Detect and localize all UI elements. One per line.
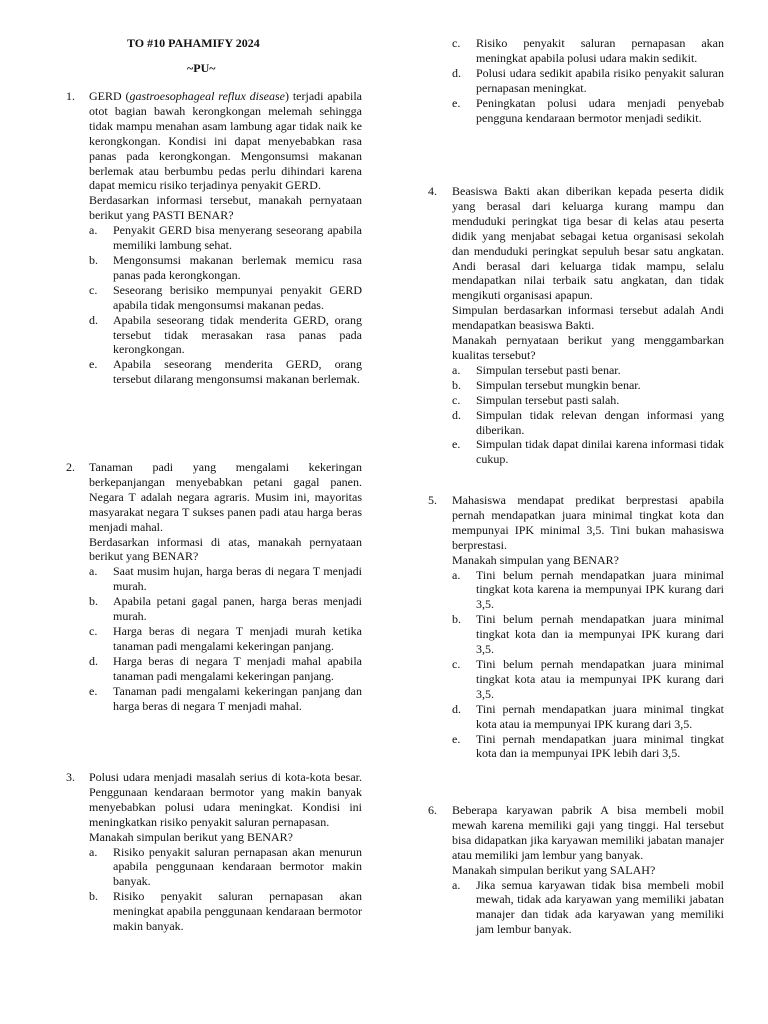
option-d: d. Apabila seseorang tidak menderita GERD, orang tersebut tidak merasakan rasa panas pada kerongkongan. [89, 312, 362, 357]
question-stem: Polusi udara menjadi masalah serius di kota-kota besar. Penggunaan kendaraan bermotor yang makin banyak menyebabkan polusi udara meningkat. Kondisi ini meningkatkan risiko penyakit saluran pernapasan. [89, 770, 362, 829]
document-title: TO #10 PAHAMIFY 2024 [127, 36, 260, 50]
option-b: b. Simpulan tersebut mungkin benar. [452, 377, 641, 392]
question-3 [66, 770, 362, 934]
option-list [89, 845, 362, 934]
option-e: e. Peningkatan polusi udara menjadi penyebab pengguna kendaraan bermotor menjadi sedikit. [452, 95, 724, 125]
option-b: b. Apabila petani gagal panen, harga beras menjadi murah. [89, 594, 362, 624]
question-number: 6. [428, 803, 437, 817]
question-prompt: Manakah simpulan yang BENAR? [452, 552, 619, 567]
option-a: a. Penyakit GERD bisa menyerang seseorang apabila memiliki lambung sehat. [89, 223, 362, 253]
question-prompt: Manakah simpulan berikut yang SALAH? [452, 862, 656, 877]
section-title: ~PU~ [187, 61, 216, 75]
option-a: a. Tini belum pernah mendapatkan juara minimal tingkat kota karena ia mempunyai IPK kurang dari 3,5. [452, 567, 724, 612]
question-stem: Beberapa karyawan pabrik A bisa membeli mobil mewah karena memiliki gaji yang tinggi. Hal tersebut bisa didapatkan jika karyawan memiliki jabatan manajer atau memiliki jam lembur yang banyak. [452, 803, 724, 862]
question-prompt: Berdasarkan informasi tersebut, manakah pernyataan berikut yang PASTI BENAR? [89, 193, 362, 223]
question-4 [428, 184, 724, 467]
option-c: c. Simpulan tersebut pasti salah. [452, 392, 620, 407]
option-c: c. Seseorang berisiko mempunyai penyakit GERD apabila tidak mengonsumsi makanan pedas. [89, 282, 362, 312]
question-6 [428, 803, 724, 937]
question-prompt: Manakah pernyataan berikut yang menggambarkan kualitas tersebut? [452, 333, 724, 362]
option-e: e. Tini pernah mendapatkan juara minimal tingkat kota dan ia mempunyai IPK lebih dari 3,5. [452, 731, 724, 761]
question-number: 1. [66, 89, 75, 103]
option-d: d. Simpulan tidak relevan dengan informasi yang diberikan. [452, 407, 724, 437]
question-5 [428, 493, 724, 761]
question-number: 3. [66, 770, 75, 784]
option-b: b. Mengonsumsi makanan berlemak memicu rasa panas pada kerongkongan. [89, 252, 362, 282]
question-stem: GERD (gastroesophageal reflux disease) terjadi apabila otot bagian bawah kerongkongan melemah sehingga tidak mampu menahan asam lambung agar tidak naik ke kerongkongan. Kondisi ini dapat menyebabkan rasa panas pada kerongkongan. Mengonsumsi makanan berlemak atau berbumbu pedas perlu dihindari karena dapat memicu risiko terjadinya penyakit GERD. [89, 89, 362, 193]
question-1 [66, 89, 362, 387]
option-e: e. Simpulan tidak dapat dinilai karena informasi tidak cukup. [452, 437, 724, 467]
option-list [452, 878, 724, 938]
question-stem: Mahasiswa mendapat predikat berprestasi apabila pernah mendapatkan juara minimal tingkat kota dan mempunyai IPK minimal 3,5. Tini bukan mahasiswa berprestasi. [452, 493, 724, 552]
question-stem: Beasiswa Bakti akan diberikan kepada peserta didik yang berasal dari keluarga kurang mampu dan menduduki peringkat tiga besar di kelas atau peserta didik yang menjabat sebagai ketua organisasi sekolah dan menduduki peringkat sepuluh besar satu angkatan. Andi berasal dari keluarga tidak mampu, selalu mendapatkan nilai terbaik satu angkatan, dan tidak mengikuti organisasi apapun. [452, 184, 724, 303]
option-a: a. Simpulan tersebut pasti benar. [452, 362, 621, 377]
option-list [452, 363, 724, 467]
question-number: 2. [66, 460, 75, 474]
option-b: b. Tini belum pernah mendapatkan juara minimal tingkat kota dan ia mempunyai IPK kurang dari 3,5. [452, 612, 724, 657]
option-c: c. Tini belum pernah mendapatkan juara minimal tingkat kota atau ia mempunyai IPK kurang dari 3,5. [452, 656, 724, 701]
option-a: a. Saat musim hujan, harga beras di negara T menjadi murah. [89, 564, 362, 594]
option-d: d. Polusi udara sedikit apabila risiko penyakit saluran pernapasan meningkat. [452, 65, 724, 95]
option-list [452, 36, 724, 125]
question-stem: Tanaman padi yang mengalami kekeringan berkepanjangan menyebabkan petani gagal panen. Negara T adalah negara agraris. Musim ini, mayoritas masyarakat negara T sukses panen padi atau harga beras menjadi mahal. [89, 460, 362, 534]
question-prompt: Berdasarkan informasi di atas, manakah pernyataan berikut yang BENAR? [89, 534, 362, 564]
question-number: 5. [428, 493, 437, 507]
option-b: b. Risiko penyakit saluran pernapasan akan meningkat apabila penggunaan kendaraan bermotor makin banyak. [89, 889, 362, 934]
option-a: a. Jika semua karyawan tidak bisa membeli mobil mewah, tidak ada karyawan yang memiliki jabatan manajer dan tidak ada karyawan yang memiliki jam lembur banyak. [452, 877, 724, 937]
option-c: c. Risiko penyakit saluran pernapasan akan meningkat apabila polusi udara makin sedikit. [452, 36, 724, 65]
option-d: d. Tini pernah mendapatkan juara minimal tingkat kota atau ia mempunyai IPK kurang dari 3,5. [452, 701, 724, 731]
option-c: c. Harga beras di negara T menjadi murah ketika tanaman padi mengalami kekeringan panjang. [89, 623, 362, 653]
question-3-continued [452, 36, 724, 125]
question-prompt: Manakah simpulan berikut yang BENAR? [89, 829, 293, 844]
option-a: a. Risiko penyakit saluran pernapasan akan menurun apabila penggunaan kendaraan bermotor makin banyak. [89, 844, 362, 889]
option-e: e. Tanaman padi mengalami kekeringan panjang dan harga beras di negara T menjadi mahal. [89, 683, 362, 713]
stem-italic-term: gastroesophageal reflux disease [129, 89, 285, 103]
question-2 [66, 460, 362, 713]
question-statement: Simpulan berdasarkan informasi tersebut adalah Andi mendapatkan beasiswa Bakti. [452, 303, 724, 333]
option-list [89, 223, 362, 387]
question-number: 4. [428, 184, 437, 198]
option-list [452, 568, 724, 762]
option-d: d. Harga beras di negara T menjadi mahal apabila tanaman padi mengalami kekeringan panjang. [89, 653, 362, 683]
option-e: e. Apabila seseorang menderita GERD, orang tersebut dilarang mengonsumsi makanan berlemak. [89, 357, 362, 387]
option-list [89, 564, 362, 713]
